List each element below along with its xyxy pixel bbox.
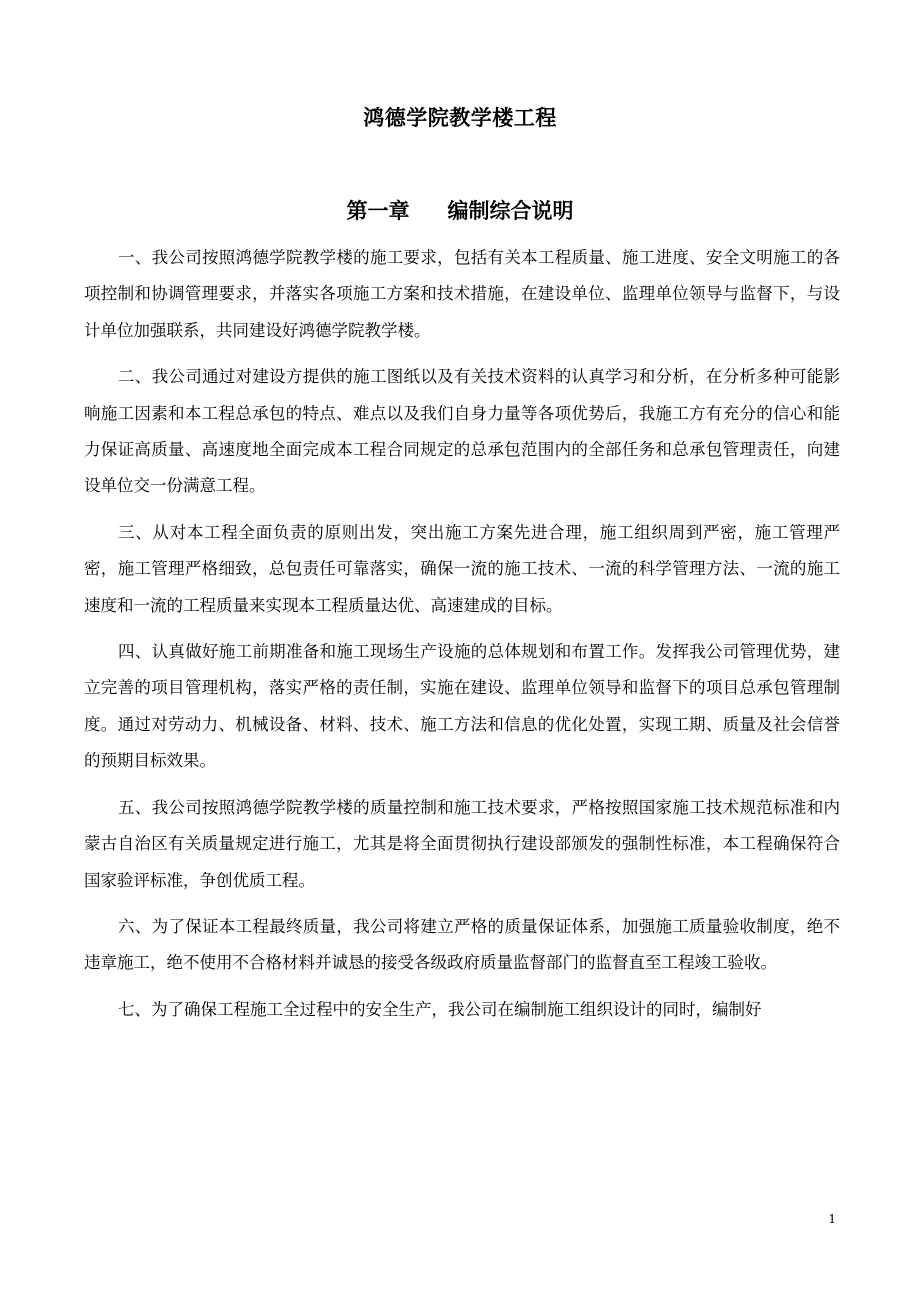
paragraph-7: 七、为了确保工程施工全过程中的安全生产，我公司在编制施工组织设计的同时，编制好: [118, 999, 762, 1019]
document-body: [84, 240, 840, 1038]
paragraph-6: 六、为了保证本工程最终质量，我公司将建立严格的质量保证体系，加强施工质量验收制度，绝不违章施工，绝不使用不合格材料并诚恳的接受各级政府质量监督部门的监督直至工程竣工验收。: [84, 916, 840, 973]
page-number: 1: [828, 1212, 836, 1226]
paragraph-5: 五、我公司按照鸿德学院教学楼的质量控制和施工技术要求，严格按照国家施工技术规范标准和内蒙古自治区有关质量规定进行施工，尤其是将全面贯彻执行建设部颁发的强制性标准，本工程确保符合国家验评标准，争创优质工程。: [84, 797, 840, 890]
paragraph-4: 四、认真做好施工前期准备和施工现场生产设施的总体规划和布置工作。发挥我公司管理优势，建立完善的项目管理机构，落实严格的责任制，实施在建设、监理单位领导和监督下的项目总承包管理制度。通过对劳动力、机械设备、材料、技术、施工方法和信息的优化处置，实现工期、质量及社会信誉的预期目标效果。: [84, 642, 840, 771]
paragraph-3: 三、从对本工程全面负责的原则出发，突出施工方案先进合理，施工组织周到严密，施工管理严密，施工管理严格细致，总包责任可靠落实，确保一流的施工技术、一流的科学管理方法、一流的施工速度和一流的工程质量来实现本工程质量达优、高速建成的目标。: [84, 522, 840, 615]
paragraph-2: 二、我公司通过对建设方提供的施工图纸以及有关技术资料的认真学习和分析，在分析多种可能影响施工因素和本工程总承包的特点、难点以及我们自身力量等各项优势后，我施工方有充分的信心和能力保证高质量、高速度地全面完成本工程合同规定的总承包范围内的全部任务和总承包管理责任，向建设单位交一份满意工程。: [84, 367, 840, 496]
document-title: 鸿德学院教学楼工程: [363, 105, 557, 130]
chapter-name: 编制综合说明: [447, 198, 574, 223]
chapter-heading: [0, 195, 920, 225]
chapter-number: 第一章: [346, 198, 410, 223]
paragraph-1: 一、我公司按照鸿德学院教学楼的施工要求，包括有关本工程质量、施工进度、安全文明施工的各项控制和协调管理要求，并落实各项施工方案和技术措施，在建设单位、监理单位领导与监督下，与设计单位加强联系，共同建设好鸿德学院教学楼。: [84, 248, 840, 340]
